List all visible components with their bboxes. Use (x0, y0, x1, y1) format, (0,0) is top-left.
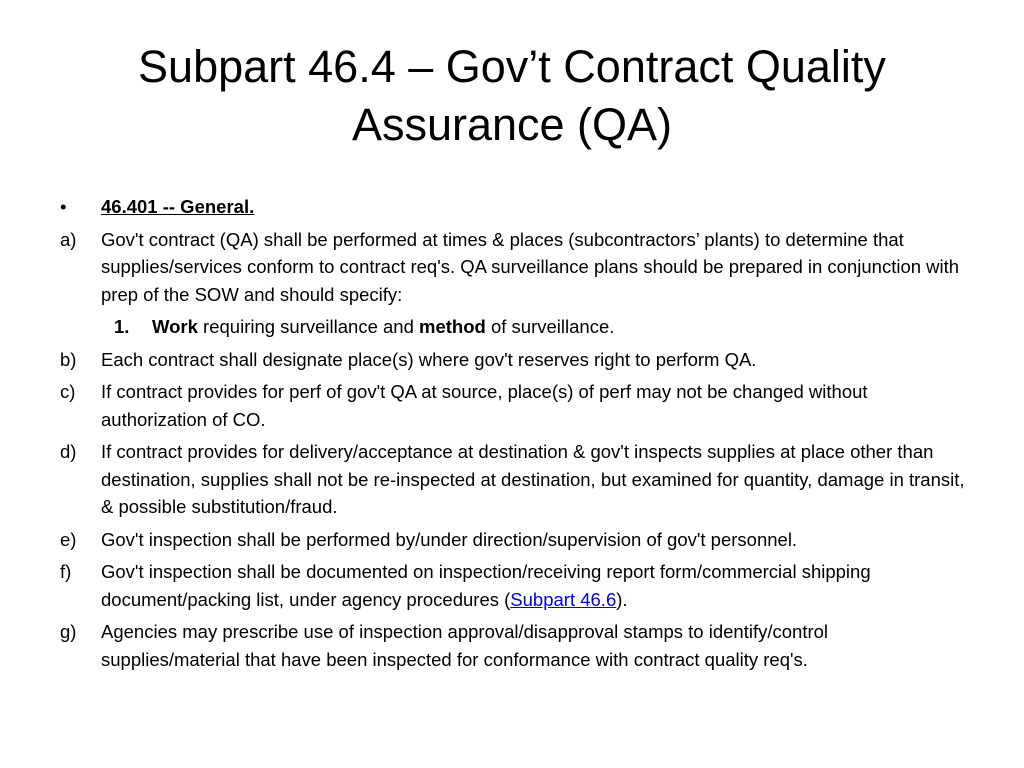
list-item-text: Gov't contract (QA) shall be performed at times & places (subcontractors’ plants) to determine that supplies/services conform to contract req's. QA surveillance plans should be prepared in conjunction with prep of the SOW and should specify: (101, 228, 960, 305)
slide-body (60, 193, 965, 678)
list-item-b (60, 346, 965, 374)
sub-item-marker: 1. (114, 316, 130, 337)
subpart-46-6-link[interactable]: Subpart 46.6 (510, 588, 617, 610)
list-marker: e) (60, 528, 77, 550)
sub-item-bold-method: method (419, 316, 486, 337)
sub-item-bold-work: Work (152, 316, 198, 337)
list-item-text-before-link: Gov't inspection shall be documented on inspection/receiving report form/commercial shipping document/packing list, under agency procedures ( (101, 561, 871, 610)
sub-item-text-part2: of surveillance. (485, 316, 615, 337)
list-item-text: Gov't inspection shall be performed by/under direction/supervision of gov't personnel. (101, 528, 798, 550)
section-heading-row (60, 193, 965, 221)
list-item-g (60, 618, 965, 673)
sub-item-1 (60, 313, 965, 341)
sub-item-text-part1: requiring surveillance and (197, 316, 420, 337)
sub-item-text (152, 313, 965, 341)
list-item-a (60, 226, 965, 309)
list-item-text: Agencies may prescribe use of inspection approval/disapproval stamps to identify/control supplies/material that have been inspected for conformance with contract quality req's. (101, 621, 829, 670)
list-marker: f) (60, 561, 72, 582)
list-marker: b) (60, 348, 77, 370)
section-heading: 46.401 -- General. (101, 196, 255, 217)
list-item-text-after-link: ). (616, 588, 628, 610)
list-marker: c) (60, 381, 76, 402)
list-item-e (60, 526, 965, 554)
slide-title-line2: Assurance (QA) (351, 99, 673, 150)
list-item-text (101, 558, 965, 613)
list-marker: d) (60, 441, 77, 462)
list-marker: g) (60, 621, 77, 642)
bullet-marker: • (60, 196, 67, 217)
list-item-f (60, 558, 965, 613)
list-item-text: Each contract shall designate place(s) where gov't reserves right to perform QA. (101, 348, 757, 370)
list-marker: a) (60, 228, 77, 250)
slide-title-line1: Subpart 46.4 – Gov’t Contract Quality (138, 41, 886, 92)
list-item-c (60, 378, 965, 433)
list-item-text: If contract provides for delivery/acceptance at destination & gov't inspects supplies at place other than destination, supplies shall not be re-inspected at destination, but examined for quantity, damage in transit, & possible substitution/fraud. (101, 441, 965, 517)
list-item-text: If contract provides for perf of gov't QA at source, place(s) of perf may not be changed without authorization of CO. (101, 381, 868, 430)
list-item-d (60, 438, 965, 521)
slide-title (40, 38, 984, 154)
